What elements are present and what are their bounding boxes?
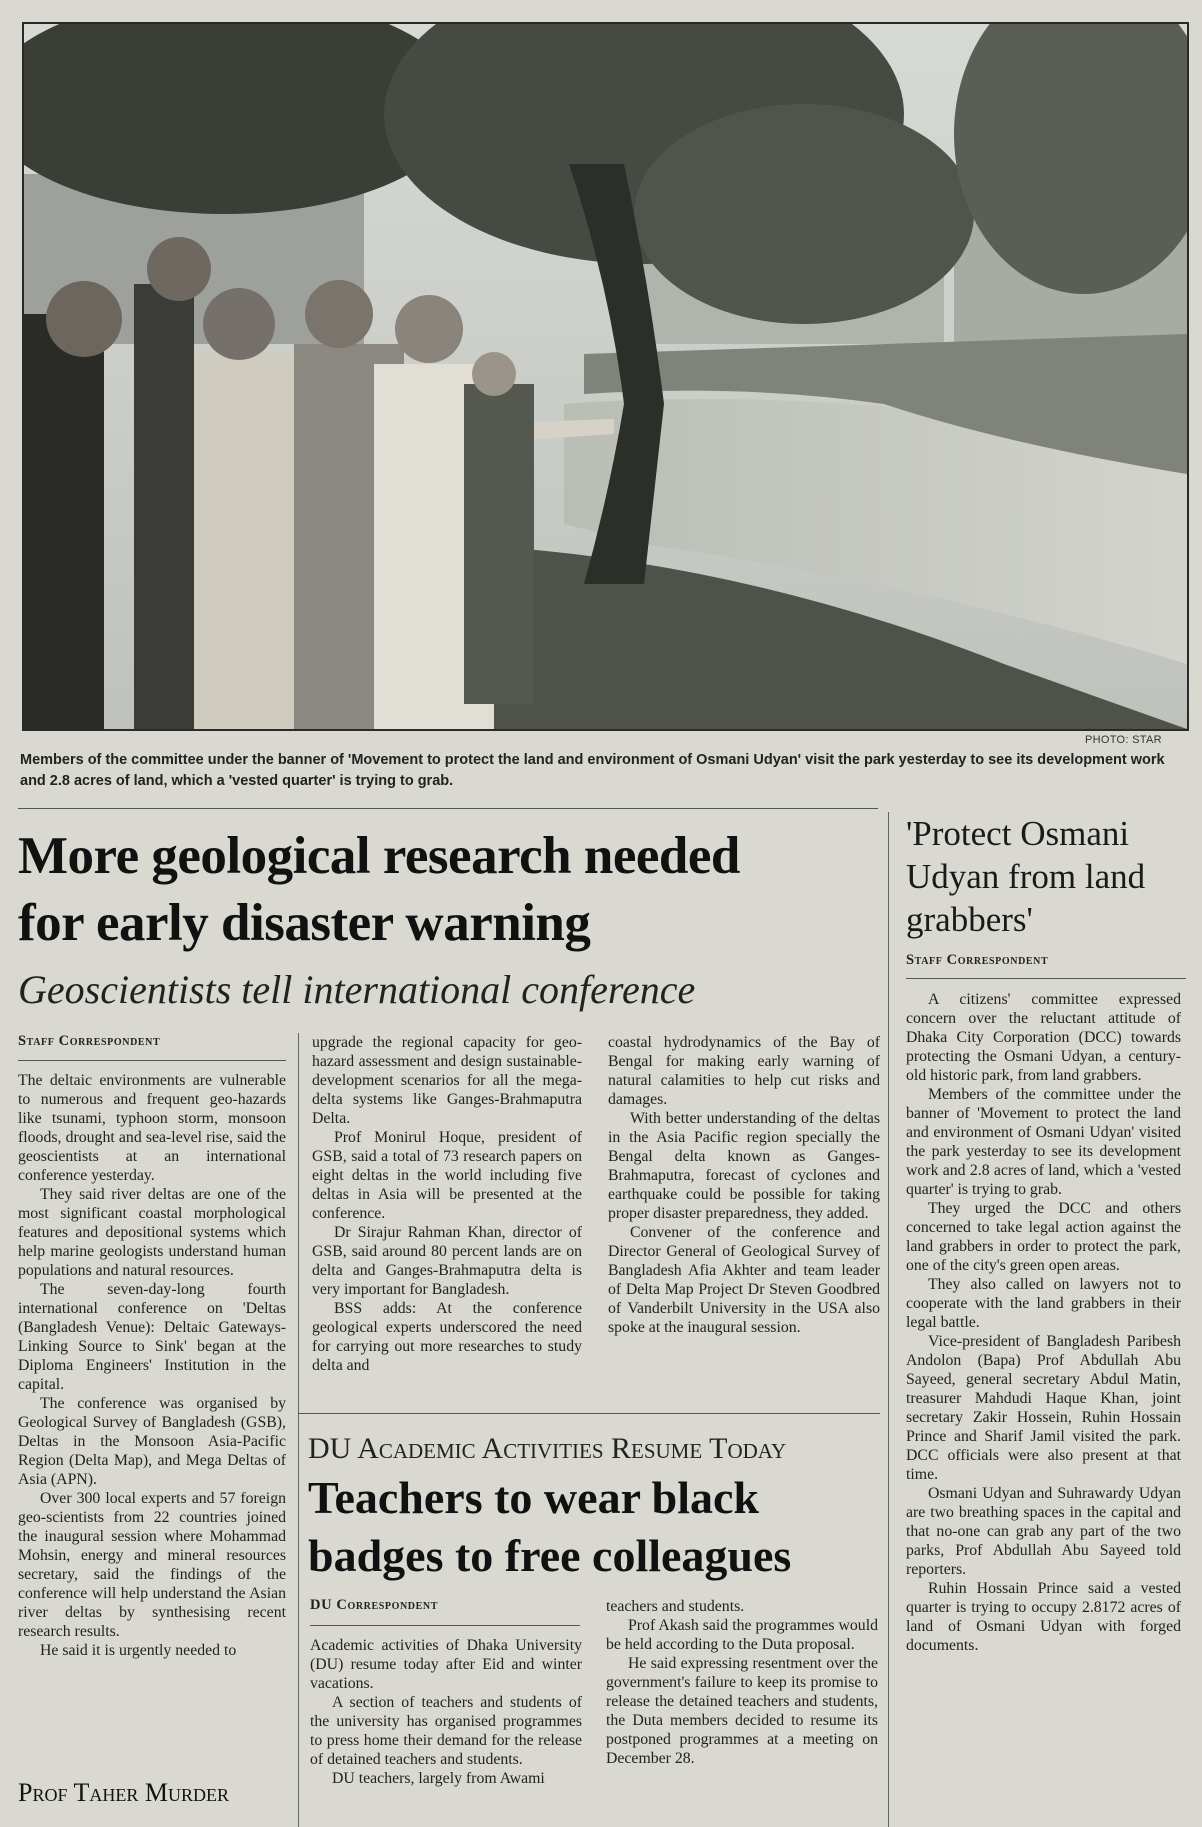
paragraph: Prof Akash said the programmes would be held according to the Duta proposal.: [606, 1617, 878, 1653]
byline-rule: [18, 1060, 286, 1061]
paragraph: The conference was organised by Geological Survey of Bangladesh (GSB), Deltas in the Monsoon Asia-Pacific Region (Delta Map), and Mega Deltas of Asia (APN).: [18, 1395, 286, 1488]
paragraph: teachers and students.: [606, 1598, 745, 1615]
paragraph: Members of the committee under the banner of 'Movement to protect the land and environment of Osmani Udyan' visited the park yesterday to see its development work and 2.8 acres of land, which a 'vested quarter' is trying to grab.: [906, 1086, 1181, 1198]
paragraph: The deltaic environments are vulnerable to numerous and frequent geo-hazards like tsunami, typhoon storm, monsoon floods, drought and sea-level rise, said the geoscientists at an international conference yesterday.: [18, 1072, 286, 1184]
main-subhead: Geoscientists tell international conference: [18, 967, 696, 1012]
main-headline-line1: More geological research needed: [18, 827, 740, 885]
paragraph: Ruhin Hossain Prince said a vested quarter is trying to occupy 2.8172 acres of land of Osmani Udyan with forged documents.: [906, 1580, 1181, 1654]
paragraph: Prof Monirul Hoque, president of GSB, said a total of 73 research papers on eight deltas in the world including five deltas in Asia will be presented at the conference.: [312, 1129, 582, 1222]
column-divider: [888, 812, 889, 1827]
osmani-byline: Staff Correspondent: [906, 952, 1049, 968]
column-divider: [298, 1033, 299, 1827]
paragraph: They also called on lawyers not to cooperate with the land grabbers in their legal battle.: [906, 1276, 1181, 1331]
story-divider: [298, 1413, 880, 1414]
paragraph: With better understanding of the deltas in the Asia Pacific region specially the Bengal delta known as Ganges-Brahmaputra, forecast of cyclones and earthquake could be possible for taking proper disaster preparedness, they added.: [608, 1110, 880, 1222]
du-headline-line1: Teachers to wear black: [308, 1472, 760, 1523]
paragraph: A section of teachers and students of the university has organised programmes to press home their demand for the release of detained teachers and students.: [310, 1694, 582, 1768]
photo-credit: PHOTO: STAR: [1085, 734, 1162, 746]
paragraph: Vice-president of Bangladesh Paribesh Andolon (Bapa) Prof Abdullah Abu Sayeed, general secretary Abdul Matin, treasurer Mahdudi Haque Khan, joint secretary Zakir Hossein, Ruhin Hossain Prince and Sharif Jamil visited the park. DCC officials were also present at that time.: [906, 1333, 1181, 1483]
main-column-2: [312, 1033, 582, 1403]
du-kicker: DU Academic Activities Resume Today: [308, 1432, 787, 1465]
paragraph: Over 300 local experts and 57 foreign geo-scientists from 22 countries joined the inaugural session where Mohammad Mohsin, energy and mineral resources secretary, said the findings of the conference will help understand the Asian river deltas by synthesising recent research results.: [18, 1490, 286, 1640]
du-column-1: [310, 1636, 582, 1827]
du-byline: DU Correspondent: [310, 1597, 438, 1613]
next-story-headline: Prof Taher Murder: [18, 1778, 230, 1807]
du-headline-line2: badges to free colleagues: [308, 1530, 792, 1581]
paragraph: They said river deltas are one of the most significant coastal morphological features and depositional systems which help marine geologists understand human populations and natural resources.: [18, 1186, 286, 1279]
paragraph: DU teachers, largely from Awami: [332, 1770, 545, 1787]
du-column-2: [606, 1597, 878, 1827]
main-headline-line2: for early disaster warning: [18, 894, 591, 952]
byline-rule: [310, 1625, 580, 1626]
main-column-1: [18, 1071, 286, 1761]
news-photo: [22, 22, 1189, 731]
photo-image: [24, 24, 1187, 729]
paragraph: Convener of the conference and Director General of Geological Survey of Bangladesh Afia Akhter and team leader of Delta Map Project Dr Steven Goodbred of Vanderbilt University in the USA also spoke at the inaugural session.: [608, 1224, 880, 1336]
paragraph: Dr Sirajur Rahman Khan, director of GSB, said around 80 percent lands are on delta and Ganges-Brahmaputra delta is very important for Bangladesh.: [312, 1224, 582, 1298]
divider: [18, 808, 878, 809]
paragraph: The seven-day-long fourth international conference on 'Deltas (Bangladesh Venue): Deltaic Gateways-Linking Source to Sink' began at the Diploma Engineers' Institution in the capital.: [18, 1281, 286, 1393]
paragraph: coastal hydrodynamics of the Bay of Bengal for making early warning of natural calamities to help cut risks and damages.: [608, 1034, 880, 1108]
paragraph: He said it is urgently needed to: [40, 1642, 237, 1659]
paragraph: BSS adds: At the conference geological experts underscored the need for carrying out more researches to study delta and: [312, 1300, 582, 1374]
byline-rule: [906, 978, 1186, 979]
main-column-3: [608, 1033, 880, 1403]
paragraph: Osmani Udyan and Suhrawardy Udyan are two breathing spaces in the capital and that no-one can grab any part of the two parks, Prof Abdullah Abu Sayeed told reporters.: [906, 1485, 1181, 1578]
osmani-column: [906, 990, 1181, 1825]
main-byline: Staff Correspondent: [18, 1033, 161, 1049]
photo-caption: Members of the committee under the banner of 'Movement to protect the land and environment of Osmani Udyan' visit the park yesterday to see its development work and 2.8 acres of land, which a 'vested quarter' is trying to grab.: [20, 752, 1165, 789]
paragraph: Academic activities of Dhaka University (DU) resume today after Eid and winter vacations.: [310, 1637, 582, 1692]
osmani-headline: 'Protect Osmani Udyan from land grabbers': [906, 814, 1146, 939]
paragraph: A citizens' committee expressed concern over the reluctant attitude of Dhaka City Corporation (DCC) towards protecting the Osmani Udyan, a century-old historic park, from land grabbers.: [906, 991, 1181, 1084]
paragraph: They urged the DCC and others concerned to take legal action against the land grabbers in order to protect the park, one of the city's green open areas.: [906, 1200, 1181, 1274]
paragraph: upgrade the regional capacity for geo-hazard assessment and design sustainable-development scenarios for all the mega-delta systems like Ganges-Brahmaputra Delta.: [312, 1034, 582, 1127]
paragraph: He said expressing resentment over the government's failure to keep its promise to release the detained teachers and students, the Duta members decided to resume its postponed programmes at a meeting on December 28.: [606, 1655, 878, 1767]
